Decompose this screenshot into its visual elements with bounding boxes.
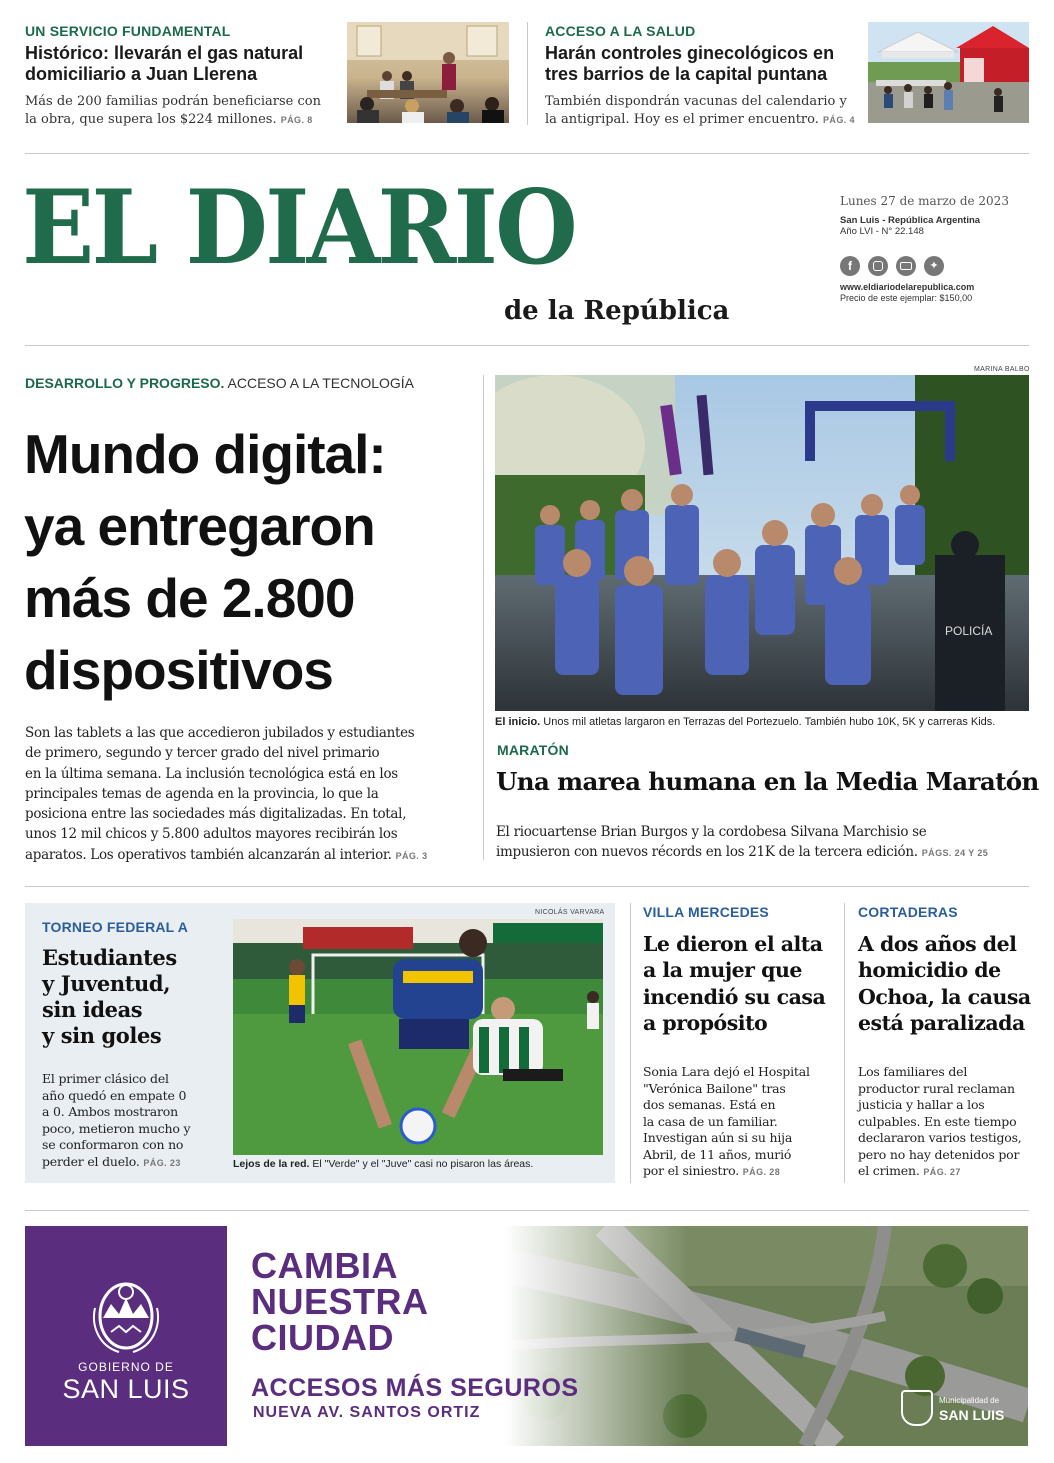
divider [25, 886, 1029, 887]
mercedes-body-line: "Verónica Bailone" tras [643, 1080, 786, 1096]
facebook-icon[interactable]: f [840, 256, 860, 276]
marathon-photo [495, 375, 1029, 711]
cortaderas-headline-line: A dos años del [858, 932, 1017, 956]
masthead-title[interactable]: EL DIARIO [22, 168, 576, 288]
svg-text:POLICÍA: POLICÍA [945, 624, 993, 638]
mercedes-headline-line: Le dieron el alta [643, 932, 823, 956]
cortaderas-headline-line: homicidio de [858, 958, 1001, 983]
page-ref: PÁG. 27 [923, 1167, 961, 1177]
sports-body-line: poco, metieron mucho y [42, 1120, 191, 1136]
top-left-kicker: UN SERVICIO FUNDAMENTAL [25, 23, 231, 39]
marathon-caption [495, 716, 995, 728]
top-left-headline-line: domiciliario a Juan Llerena [25, 64, 258, 84]
lead-body-line: de primero, segundo y tercer grado del nivel primario [25, 745, 380, 762]
top-right-dek-line: la antigripal. Hoy es el primer encuentro. [545, 112, 819, 127]
top-right-headline[interactable] [545, 43, 834, 85]
cortaderas-headline-line: está paralizada [858, 1010, 1025, 1035]
government-ad[interactable] [25, 1226, 1028, 1446]
sports-body-line: año quedó en empate 0 [42, 1087, 187, 1103]
top-left-dek-line: la obra, que supera los $224 millones. [25, 112, 277, 127]
cortaderas-body-line: productor rural reclaman [858, 1080, 1015, 1096]
page-ref: PÁG. 8 [280, 115, 313, 125]
sports-body-line: se conformaron con no [42, 1137, 184, 1152]
sports-body-line: El primer clásico del [42, 1071, 169, 1086]
marathon-body [496, 822, 988, 863]
lead-body-line: en la última semana. La inclusión tecnológica está en los [25, 765, 398, 782]
marathon-kicker: MARATÓN [497, 742, 569, 758]
social-links [840, 256, 944, 276]
masthead-website[interactable]: www.eldiariodelarepublica.com [840, 282, 975, 292]
masthead-issue: Año LVI - N° 22.148 [840, 226, 924, 237]
masthead-subtitle: de la República [504, 296, 730, 326]
mercedes-body-line: la casa de un familiar. [643, 1113, 778, 1129]
top-left-dek-line: Más de 200 familias podrán beneficiarse con [25, 94, 321, 109]
divider [483, 375, 484, 860]
cortaderas-body-line: declararon varios testigos, [858, 1130, 1022, 1145]
divider [25, 1210, 1029, 1211]
lead-body-line: principales temas de agenda en la provincia, lo que la [25, 785, 379, 802]
ad-sub2: NUEVA AV. SANTOS ORTIZ [253, 1404, 481, 1421]
lead-body-line: aparatos. Los operativos también alcanzarán al interior. [25, 846, 392, 863]
page-ref: PÁG. 4 [823, 115, 855, 125]
lead-headline-line: ya entregaron [24, 495, 375, 557]
divider [527, 22, 528, 125]
cortaderas-body [858, 1064, 1022, 1181]
photo-credit: NICOLÁS VARVARA [535, 909, 605, 916]
sports-caption [233, 1158, 533, 1170]
cortaderas-body-line: el crimen. [858, 1163, 920, 1178]
mercedes-headline-line: a la mujer que [643, 958, 802, 983]
lead-body [25, 723, 428, 866]
sports-body [42, 1071, 190, 1171]
top-left-dek [25, 93, 321, 129]
ad-headline-line: CIUDAD [251, 1317, 394, 1358]
mercedes-body-line: por el siniestro. [643, 1163, 739, 1178]
page-ref: PÁGS. 24 Y 25 [921, 848, 989, 858]
gov-logo-block [25, 1226, 227, 1446]
soccer-photo [233, 919, 603, 1155]
mercedes-body-line: Sonia Lara dejó el Hospital [643, 1064, 810, 1079]
lead-body-line: unos 12 mil chicos y 5.800 adultos mayores recibirán los [25, 826, 398, 843]
health-tent-photo [868, 22, 1029, 123]
masthead-price: Precio de este ejemplar: $150,00 [840, 293, 973, 303]
lead-section: DESARROLLO Y PROGRESO. [25, 375, 225, 391]
marathon-body-line: El riocuartense Brian Burgos y la cordobesa Silvana Marchisio se [496, 824, 927, 840]
sports-headline[interactable] [42, 945, 177, 1049]
cortaderas-body-line: Los familiares del [858, 1064, 968, 1079]
sports-kicker: TORNEO FEDERAL A [42, 919, 189, 935]
caption-text: El "Verde" y el "Juve" casi no pisaron las áreas. [312, 1158, 534, 1170]
coat-of-arms-icon [81, 1268, 171, 1358]
top-right-headline-line: tres barrios de la capital puntana [545, 64, 828, 84]
photo-credit: MARINA BALBO [974, 366, 1030, 373]
page-ref: PÁG. 28 [742, 1167, 781, 1177]
cortaderas-headline[interactable] [858, 931, 1031, 1036]
lead-headline-line: más de 2.800 [24, 567, 355, 629]
youtube-icon[interactable] [896, 256, 916, 276]
instagram-icon[interactable] [868, 256, 888, 276]
top-left-headline[interactable] [25, 43, 303, 85]
ad-headline-line: NUESTRA [251, 1281, 429, 1322]
mercedes-headline-line: incendió su casa [643, 984, 826, 1009]
cortaderas-headline-line: Ochoa, la causa [858, 984, 1031, 1009]
gov-line2: SAN LUIS [62, 1374, 190, 1404]
ad-sub1: ACCESOS MÁS SEGUROS [251, 1374, 579, 1402]
top-left-headline-line: Histórico: llevarán el gas natural [25, 43, 304, 63]
marathon-headline[interactable]: Una marea humana en la Media Maratón [496, 767, 1039, 796]
muni-small: Municipalidad de [939, 1396, 1000, 1405]
mercedes-body-line: dos semanas. Está en [643, 1097, 776, 1112]
mercedes-body [643, 1064, 810, 1181]
ad-headline [251, 1245, 429, 1358]
meeting-photo [347, 22, 509, 123]
caption-lead: Lejos de la red. [233, 1158, 310, 1170]
cortaderas-body-line: culpables. En este tiempo [858, 1113, 1017, 1129]
marathon-body-line: impusieron con nuevos récords en los 21K de la tercera edición. [496, 844, 918, 860]
top-right-kicker: ACCESO A LA SALUD [545, 23, 696, 39]
ad-headline-line: CAMBIA [251, 1245, 398, 1286]
masthead-date: Lunes 27 de marzo de 2023 [840, 194, 1009, 208]
mercedes-body-line: Investigan aún si su hija [643, 1130, 793, 1145]
mercedes-headline[interactable] [643, 931, 825, 1036]
divider [25, 153, 1029, 154]
cortaderas-body-line: justicia y hallar a los [858, 1097, 985, 1112]
sports-headline-line: y Juventud, [42, 971, 171, 996]
sports-headline-line: y sin goles [42, 1023, 162, 1048]
lead-headline[interactable] [24, 418, 386, 706]
page-ref: PÁG. 3 [395, 850, 428, 861]
sports-headline-line: sin ideas [42, 997, 143, 1022]
top-right-headline-line: Harán controles ginecológicos en [545, 43, 835, 63]
top-right-dek [545, 93, 855, 129]
caption-lead: El inicio. [495, 716, 541, 728]
divider [630, 903, 631, 1183]
lead-headline-line: dispositivos [24, 639, 333, 701]
lead-headline-line: Mundo digital: [24, 423, 386, 485]
mercedes-headline-line: a propósito [643, 1010, 768, 1035]
top-right-dek-line: También dispondrán vacunas del calendario y [545, 94, 847, 109]
divider [844, 903, 845, 1183]
muni-shield-icon [901, 1390, 933, 1426]
cortaderas-kicker: CORTADERAS [858, 904, 958, 920]
lead-body-line: posiciona entre las sociedades más digitalizadas. En total, [25, 806, 407, 823]
cortaderas-body-line: pero no hay detenidos por [858, 1146, 1020, 1162]
masthead-place: San Luis - República Argentina [840, 215, 981, 226]
lead-topic: ACCESO A LA TECNOLOGÍA [227, 375, 415, 391]
lead-body-line: Son las tablets a las que accedieron jubilados y estudiantes [25, 725, 415, 741]
caption-text: Unos mil atletas largaron en Terrazas del Portezuelo. También hubo 10K, 5K y carreras Kids. [543, 716, 996, 728]
mercedes-kicker: VILLA MERCEDES [643, 904, 769, 920]
sports-body-line: a 0. Ambos mostraron [42, 1104, 178, 1119]
lead-kicker [25, 375, 414, 391]
sports-body-line: perder el duelo. [42, 1153, 140, 1169]
gov-line1: GOBIERNO DE [78, 1360, 174, 1374]
mercedes-body-line: Abril, de 11 años, murió [643, 1146, 792, 1162]
muni-big: SAN LUIS [939, 1407, 1005, 1423]
page-ref: PÁG. 23 [143, 1157, 181, 1168]
divider [25, 345, 1029, 346]
sports-headline-line: Estudiantes [42, 945, 177, 970]
twitter-icon[interactable]: ✦ [924, 256, 944, 276]
